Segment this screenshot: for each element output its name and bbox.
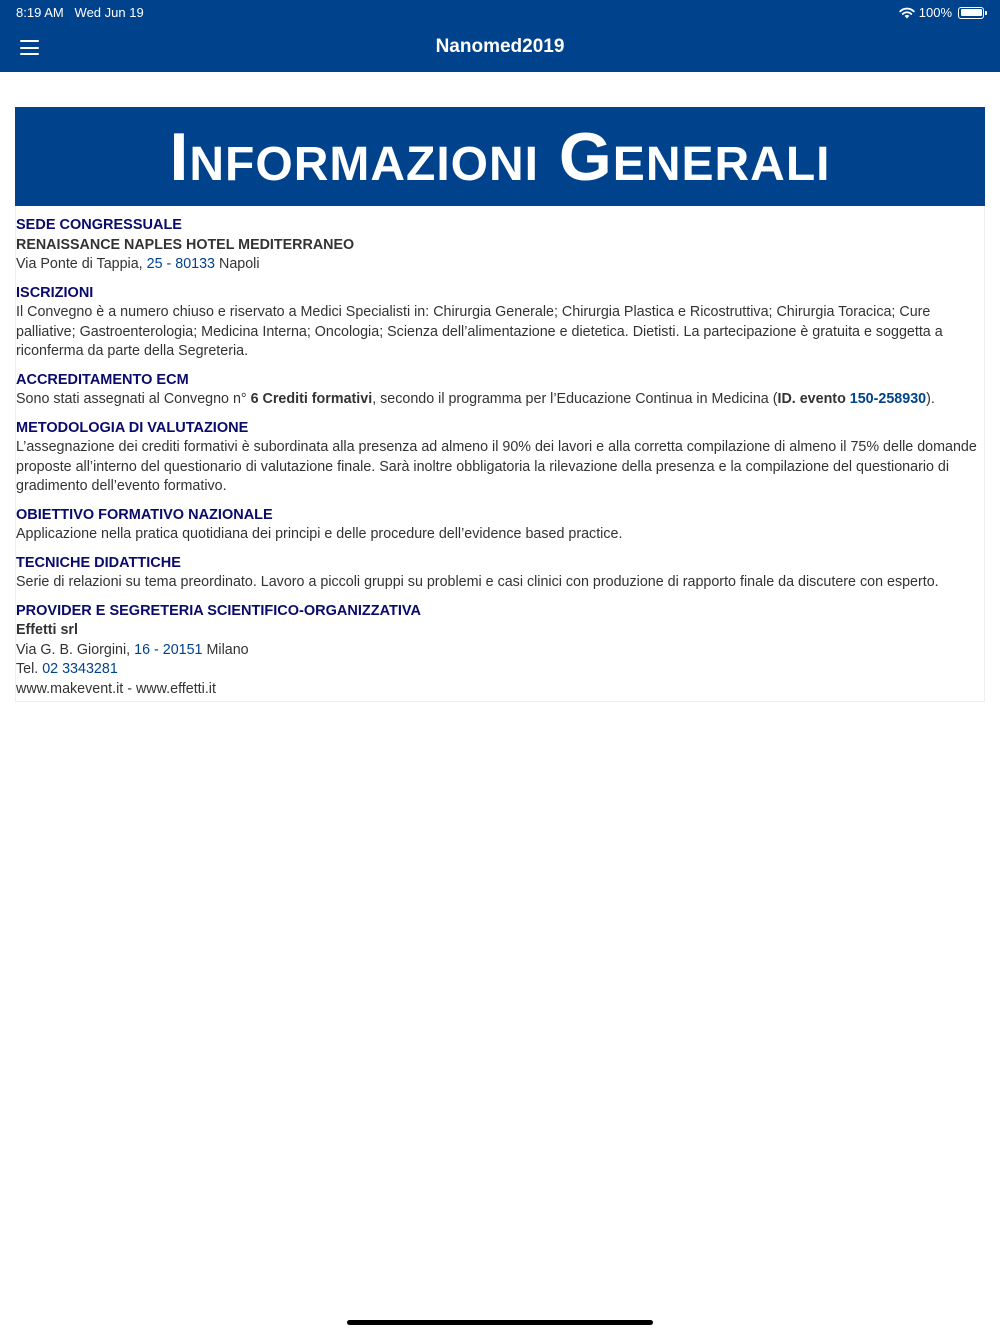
hotel-name: RENAISSANCE NAPLES HOTEL MEDITERRANEO (16, 236, 355, 253)
section-sede-congressuale (16, 216, 984, 275)
section-title: ISCRIZIONI (16, 284, 94, 301)
venue-address (16, 255, 984, 275)
battery-icon (958, 7, 984, 19)
ecm-text-part: ). (926, 391, 935, 407)
status-bar-time (16, 5, 144, 20)
section-text: Applicazione nella pratica quotidiana dei principi e delle procedure dell’evidence based practice. (16, 526, 623, 542)
provider-company: Effetti srl (16, 622, 78, 638)
content-panel (15, 206, 985, 702)
battery-percentage: 100% (918, 5, 952, 20)
ecm-text-part: Sono stati assegnati al Convegno n° (16, 391, 251, 407)
status-bar-right (899, 5, 984, 20)
section-obiettivo (16, 506, 984, 545)
section-title: METODOLOGIA DI VALUTAZIONE (16, 419, 249, 436)
section-title: OBIETTIVO FORMATIVO NAZIONALE (16, 506, 273, 523)
phone-link[interactable]: 02 3343281 (42, 661, 118, 677)
section-text: Il Convegno è a numero chiuso e riservato a Medici Specialisti in: Chirurgia Generale; Chirurgia Plastica e Ricostruttiva; Chirurgia Toracica; Cure palliative; Gastroenterologia; Medicina Interna; Oncologia; Scienza dell’alimentazione e dietetica. Dietisti. La partecipazione è gratuita e soggetta a riconferma da parte della Segreteria. (16, 304, 943, 359)
address-street: Via G. B. Giorgini, (16, 641, 135, 658)
ecm-id-label: ID. evento (777, 391, 850, 407)
address-city: Napoli (215, 256, 260, 272)
address-number[interactable]: 25 - 80133 (146, 256, 216, 272)
address-street: Via Ponte di Tappia, (16, 256, 147, 272)
home-indicator[interactable] (347, 1320, 653, 1325)
address-city: Milano (202, 641, 249, 658)
navigation-bar (0, 0, 1000, 72)
section-text: Serie di relazioni su tema preordinato. Lavoro a piccoli gruppi su problemi e casi clinici con produzione di rapporto finale da discutere con esperto. (16, 574, 939, 590)
section-metodologia (16, 419, 984, 497)
section-accreditamento-ecm (16, 371, 984, 410)
section-text: L’assegnazione dei crediti formativi è subordinata alla presenza ad almeno il 90% dei lavori e alla corretta compilazione di almeno il 75% delle domande proposte all’interno del questionario di valutazione finale. Sarà inoltre obbligatoria la rilevazione della presenza e la compilazione del questionario di gradimento dell’evento formativo. (16, 439, 977, 494)
section-text (16, 390, 984, 410)
section-title: ACCREDITAMENTO ECM (16, 371, 189, 388)
provider-address (16, 641, 984, 661)
section-tecniche-didattiche (16, 554, 984, 593)
ecm-event-id[interactable]: 150-258930 (849, 391, 927, 407)
section-title: TECNICHE DIDATTICHE (16, 554, 181, 571)
provider-websites: www.makevent.it - www.effetti.it (16, 680, 216, 697)
address-number[interactable]: 16 - 20151 (134, 641, 203, 658)
wifi-icon (899, 7, 915, 19)
page-title: Informazioni Generali (169, 118, 831, 195)
provider-phone (16, 660, 984, 680)
ecm-credits: 6 Crediti formativi (250, 391, 373, 407)
section-iscrizioni (16, 284, 984, 362)
section-provider (16, 602, 984, 700)
section-title: SEDE CONGRESSUALE (16, 217, 182, 233)
app-title: Nanomed2019 (435, 36, 565, 57)
section-title: PROVIDER E SEGRETERIA SCIENTIFICO-ORGANIZZATIVA (16, 602, 421, 619)
status-time: 8:19 AM (16, 5, 64, 20)
page-banner (15, 107, 985, 206)
phone-label: Tel. (16, 661, 43, 677)
ecm-text-part: , secondo il programma per l’Educazione Continua in Medicina ( (372, 391, 778, 407)
status-date: Wed Jun 19 (74, 5, 144, 20)
